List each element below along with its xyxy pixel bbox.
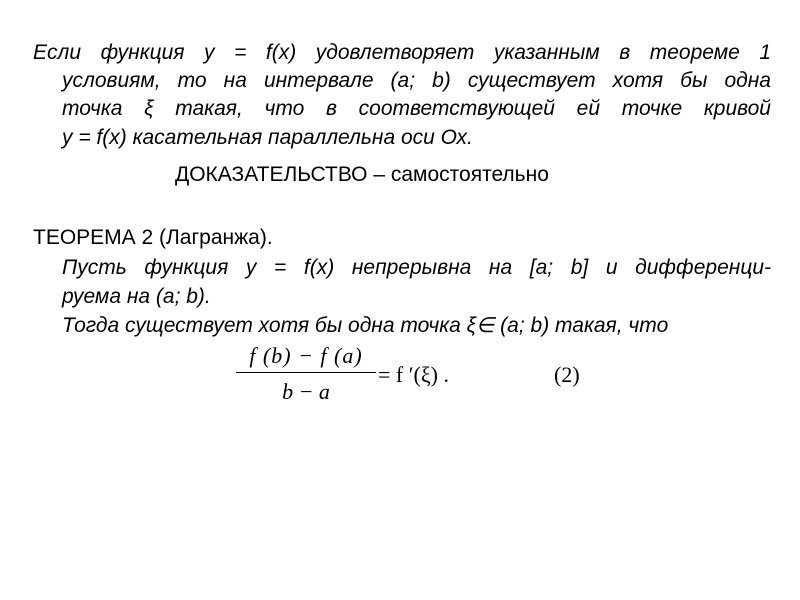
fraction-bar [236, 372, 376, 373]
proof-note: ДОКАЗАТЕЛЬСТВО – самостоятельно [175, 163, 549, 186]
fraction-denominator: b − a [282, 379, 330, 404]
theorem-line-3: Тогда существует хотя бы одна точка ξ∈ (a; b) такая, что [62, 314, 669, 337]
fraction-numerator: f (b) − f (a) [249, 343, 363, 368]
corollary-line-1: Если функция y = f(x) удовлетворяет указанным в теореме 1 [33, 41, 771, 64]
corollary-line-3: точка ξ такая, что в соответствующей ей точке кривой [62, 97, 771, 120]
equation-number: (2) [554, 362, 580, 387]
theorem-line-1: Пусть функция y = f(x) непрерывна на [a; b] и дифференци- [62, 256, 771, 279]
theorem-line-2: руема на (a; b). [62, 285, 211, 308]
corollary-line-2: условиям, то на интервале (a; b) существует хотя бы одна [62, 69, 771, 92]
corollary-line-4: y = f(x) касательная параллельна оси Ох. [62, 126, 473, 149]
theorem-heading: ТЕОРЕМА 2 (Лагранжа). [33, 226, 273, 249]
fraction-rhs: = f ′(ξ) . [378, 362, 450, 387]
lagrange-fraction [236, 342, 376, 405]
